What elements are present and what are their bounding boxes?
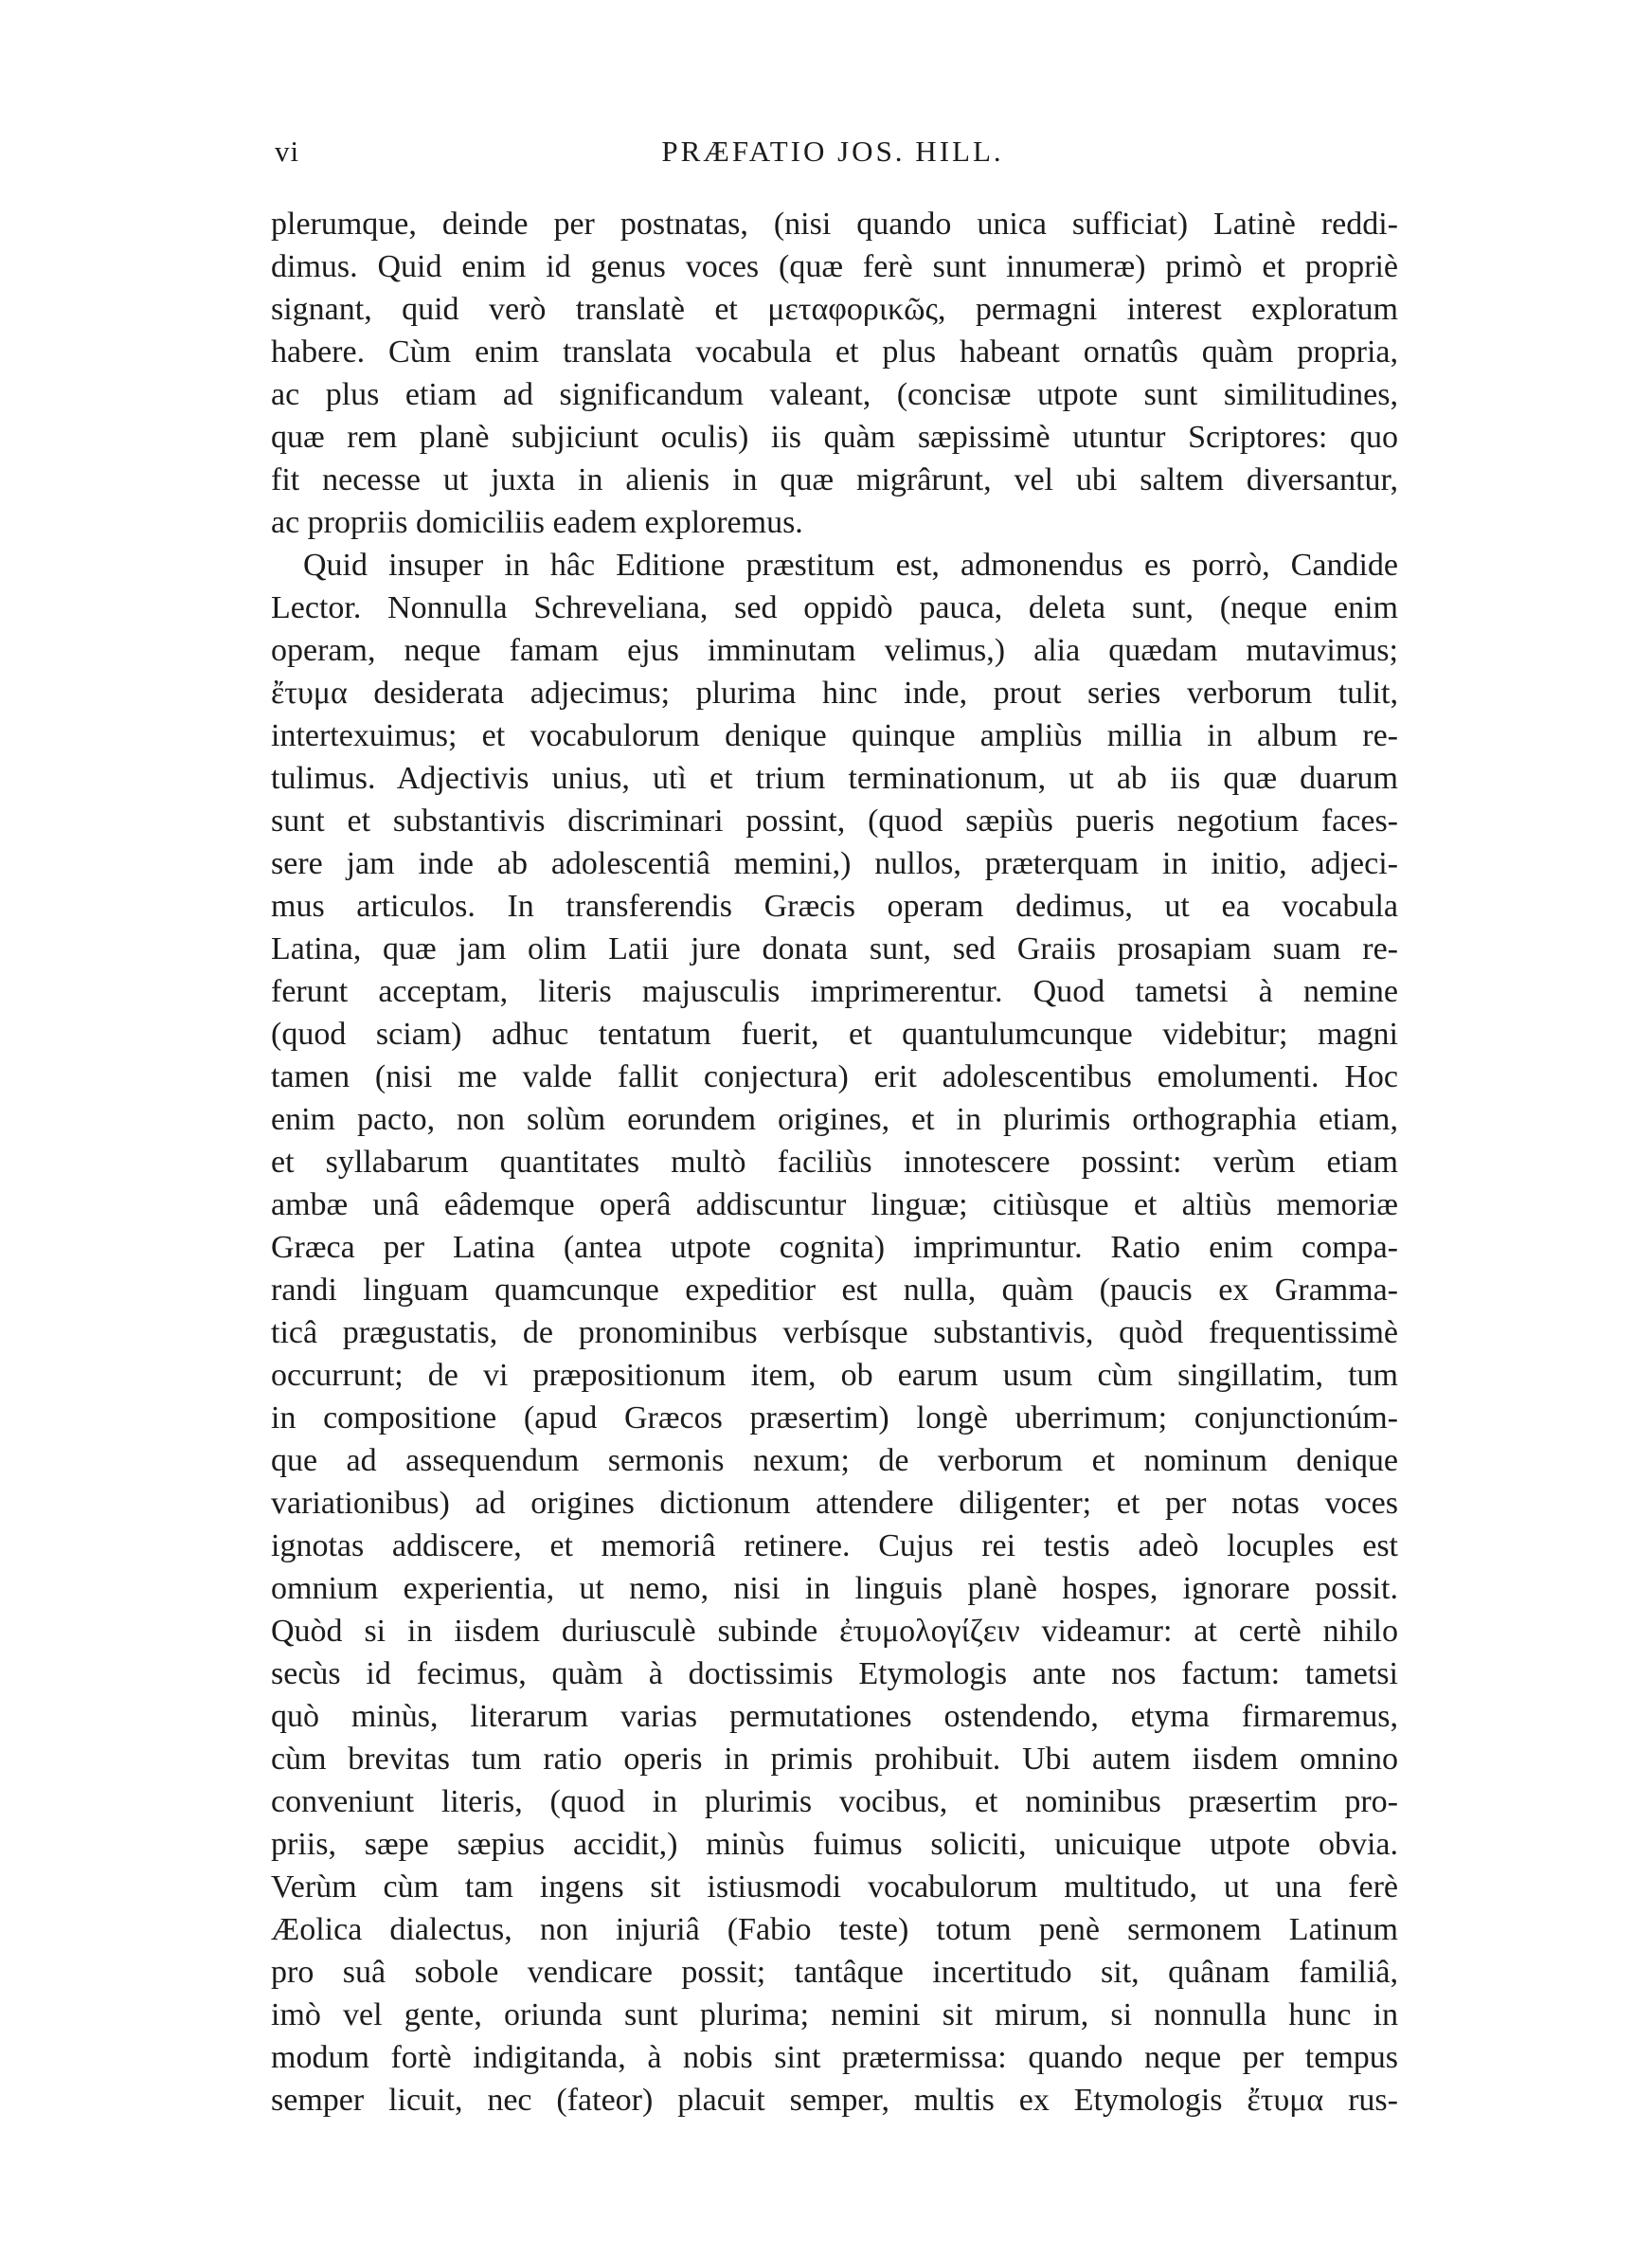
text-line: Lector. Nonnulla Schreveliana, sed oppidò pauca, deleta sunt, (neque enim xyxy=(271,590,1398,625)
running-title: PRÆFATIO JOS. HILL. xyxy=(661,135,1004,168)
text-line: habere. Cùm enim translata vocabula et plus habeant ornatûs quàm propria, xyxy=(271,334,1398,370)
text-line: occurrunt; de vi præpositionum item, ob earum usum cùm singillatim, tum xyxy=(271,1358,1398,1393)
text-line: randi linguam quamcunque expeditior est nulla, quàm (paucis ex Gramma- xyxy=(271,1273,1398,1308)
text-line: ticâ prægustatis, de pronominibus verbísque substantivis, quòd frequentissimè xyxy=(271,1315,1398,1350)
text-line: et syllabarum quantitates multò faciliùs innotescere possint: verùm etiam xyxy=(271,1145,1398,1180)
text-line: (quod sciam) adhuc tentatum fuerit, et quantulumcunque videbitur; magni xyxy=(271,1017,1398,1052)
text-line: Quid insuper in hâc Editione præstitum est, admonendus es porrò, Candide xyxy=(303,548,1398,583)
body-text xyxy=(271,203,1398,2122)
text-line: operam, neque famam ejus imminutam velimus,) alia quædam mutavimus; xyxy=(271,633,1398,668)
text-line: modum fortè indigitanda, à nobis sint prætermissa: quando neque per tempus xyxy=(271,2040,1398,2075)
text-line: ambæ unâ eâdemque operâ addiscuntur linguæ; citiùsque et altiùs memoriæ xyxy=(271,1187,1398,1222)
text-line: secùs id fecimus, quàm à doctissimis Etymologis ante nos factum: tametsi xyxy=(271,1656,1398,1691)
text-line: que ad assequendum sermonis nexum; de verborum et nominum denique xyxy=(271,1443,1398,1478)
text-line: enim pacto, non solùm eorundem origines, et in plurimis orthographia etiam, xyxy=(271,1102,1398,1137)
text-line: fit necesse ut juxta in alienis in quæ migrârunt, vel ubi saltem diversantur, xyxy=(271,462,1398,497)
text-line: pro suâ sobole vendicare possit; tantâque incertitudo sit, quânam familiâ, xyxy=(271,1955,1398,1990)
text-line: plerumque, deinde per postnatas, (nisi quando unica sufficiat) Latinè reddi- xyxy=(271,207,1398,242)
text-line: tamen (nisi me valde fallit conjectura) erit adolescentibus emolumenti. Hoc xyxy=(271,1059,1398,1094)
text-line: mus articulos. In transferendis Græcis operam dedimus, ut ea vocabula xyxy=(271,889,1398,924)
text-line: quò minùs, literarum varias permutationes ostendendo, etyma firmaremus, xyxy=(271,1699,1398,1734)
text-line: sere jam inde ab adolescentiâ memini,) nullos, præterquam in initio, adjeci- xyxy=(271,846,1398,881)
text-line: Quòd si in iisdem duriusculè subinde ἐτυμολογίζειν videamur: at certè nihilo xyxy=(271,1614,1398,1649)
text-line: imò vel gente, oriunda sunt plurima; nemini sit mirum, si nonnulla hunc in xyxy=(271,1997,1398,2032)
running-head xyxy=(269,135,1396,176)
text-line: Latina, quæ jam olim Latii jure donata sunt, sed Graiis prosapiam suam re- xyxy=(271,931,1398,966)
text-line: dimus. Quid enim id genus voces (quæ ferè sunt innumeræ) primò et propriè xyxy=(271,249,1398,284)
text-line: Græca per Latina (antea utpote cognita) imprimuntur. Ratio enim compa- xyxy=(271,1230,1398,1265)
paragraph-1 xyxy=(271,203,1398,544)
text-line: sunt et substantivis discriminari possint, (quod sæpiùs pueris negotium faces- xyxy=(271,803,1398,839)
text-line: intertexuimus; et vocabulorum denique quinque ampliùs millia in album re- xyxy=(271,718,1398,753)
text-line: variationibus) ad origines dictionum attendere diligenter; et per notas voces xyxy=(271,1486,1398,1521)
text-line: Verùm cùm tam ingens sit istiusmodi vocabulorum multitudo, ut una ferè xyxy=(271,1869,1398,1905)
text-line: quæ rem planè subjiciunt oculis) iis quàm sæpissimè utuntur Scriptores: quo xyxy=(271,420,1398,455)
text-line: in compositione (apud Græcos præsertim) longè uberrimum; conjunctionúm- xyxy=(271,1400,1398,1435)
text-line: tulimus. Adjectivis unius, utì et trium terminationum, ut ab iis quæ duarum xyxy=(271,761,1398,796)
text-line: cùm brevitas tum ratio operis in primis prohibuit. Ubi autem iisdem omnino xyxy=(271,1742,1398,1777)
text-line: omnium experientia, ut nemo, nisi in linguis planè hospes, ignorare possit. xyxy=(271,1571,1398,1606)
text-line: ignotas addiscere, et memoriâ retinere. Cujus rei testis adeò locuples est xyxy=(271,1528,1398,1563)
text-line: ac plus etiam ad significandum valeant, (concisæ utpote sunt similitudines, xyxy=(271,377,1398,412)
text-line: semper licuit, nec (fateor) placuit semper, multis ex Etymologis ἔτυμα rus- xyxy=(271,2083,1398,2118)
text-line: signant, quid verò translatè et μεταφορικῶς, permagni interest exploratum xyxy=(271,292,1398,327)
text-line: ferunt acceptam, literis majusculis imprimerentur. Quod tametsi à nemine xyxy=(271,974,1398,1009)
text-line: conveniunt literis, (quod in plurimis vocibus, et nominibus præsertim pro- xyxy=(271,1784,1398,1819)
text-line: Æolica dialectus, non injuriâ (Fabio teste) totum penè sermonem Latinum xyxy=(271,1912,1398,1947)
page-number: vi xyxy=(275,135,300,168)
text-line: priis, sæpe sæpius accidit,) minùs fuimus soliciti, unicuique utpote obvia. xyxy=(271,1827,1398,1862)
text-line: ac propriis domiciliis eadem exploremus. xyxy=(271,505,803,540)
paragraph-2 xyxy=(271,544,1398,2122)
text-line: ἔτυμα desiderata adjecimus; plurima hinc inde, prout series verborum tulit, xyxy=(271,676,1398,711)
